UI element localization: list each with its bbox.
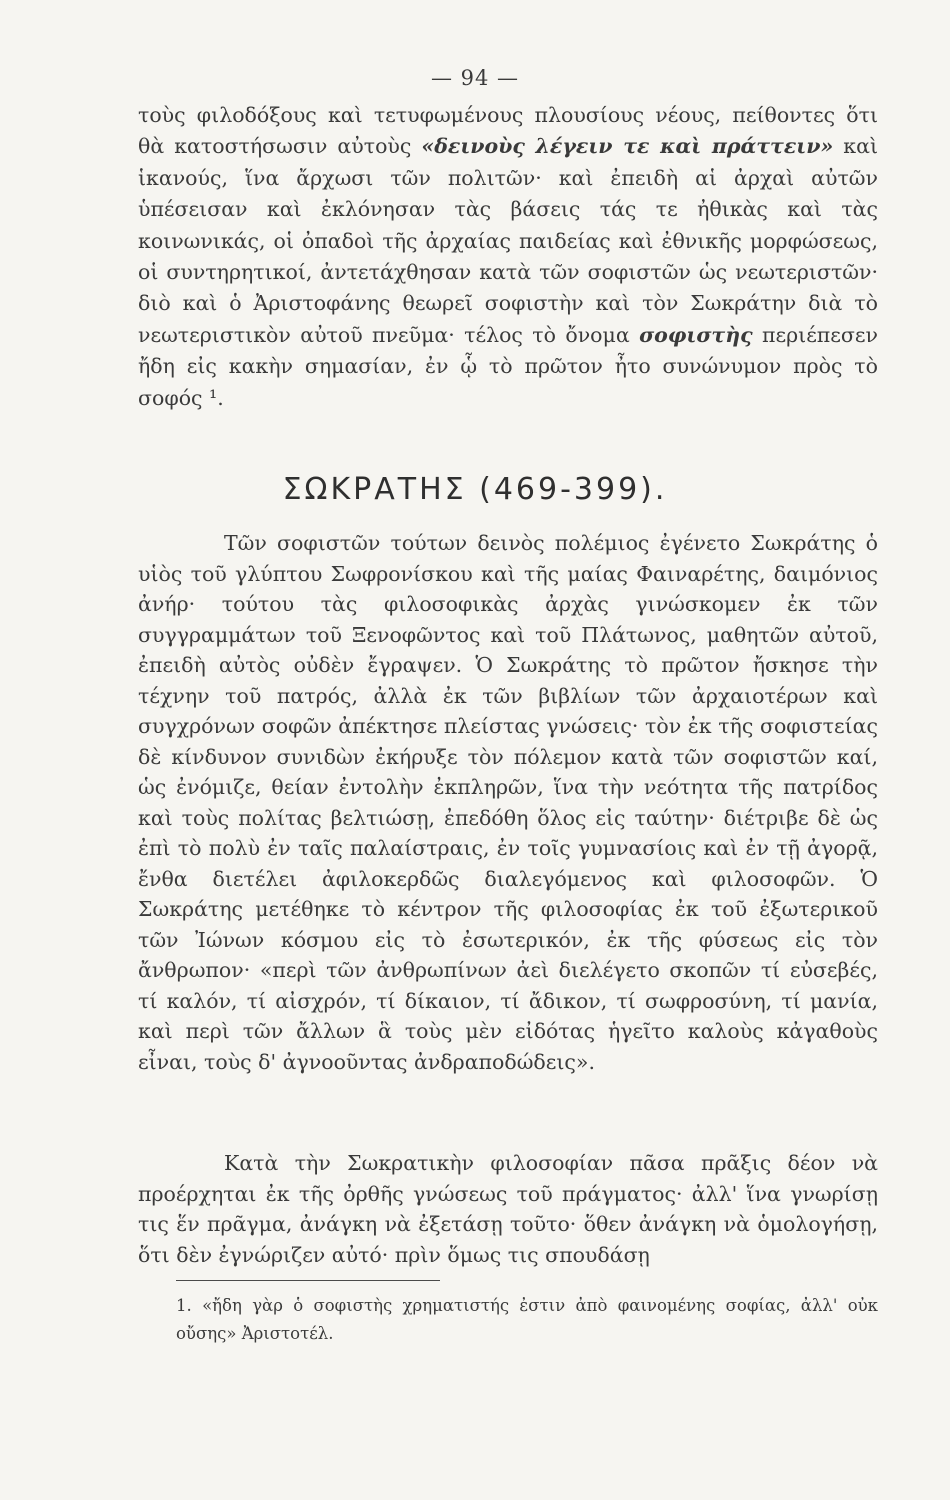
- paragraph-text: καὶ ἱκανούς, ἵνα ἄρχωσι τῶν πολιτῶν· καὶ ἐπειδὴ αἱ ἀρχαὶ αὐτῶν ὑπέσεισαν καὶ ἐκλόνησαν τὰς βάσεις τάς τε ἠθικὰς καὶ τὰς κοινωνικάς, οἱ ὀπαδοὶ τῆς ἀρχαίας παιδείας καὶ ἐθνικῆς μορφώσεως, οἱ συντηρητικοί, ἀντετάχθησαν κατὰ τῶν σοφιστῶν ὡς νεωτεριστῶν· διὸ καὶ ὁ Ἀριστοφάνης θεωρεῖ σοφιστὴν καὶ τὸν Σωκράτην διὰ τὸ νεωτεριστικὸν αὐτοῦ πνεῦμα· τέλος τὸ ὄνομα: [138, 134, 879, 347]
- paragraph-sophists: [138, 100, 878, 414]
- paragraph-text: τοὺς φιλοδόξους καὶ τετυφωμένους πλουσίους νέους, πείθοντες ὅτι θὰ κατοστήσωσιν αὐτοὺς: [138, 103, 878, 159]
- section-title: ΣΩΚΡΑΤΗΣ (469-399).: [282, 472, 668, 507]
- paragraph-text: περιέπεσεν ἤδη εἰς κακὴν σημασίαν, ἐν ᾧ τὸ πρῶτον ἦτο συνώνυμον πρὸς τὸ σοφός ¹.: [138, 322, 878, 410]
- page-number: — 94 —: [430, 66, 520, 90]
- quoted-phrase: «δεινοὺς λέγειν τε καὶ πράττειν»: [421, 134, 834, 159]
- paragraph-socrates: Τῶν σοφιστῶν τούτων δεινὸς πολέμιος ἐγένετο Σωκράτης ὁ υἱὸς τοῦ γλύπτου Σωφρονίσκου καὶ τῆς μαίας Φαιναρέτης, δαιμόνιος ἀνήρ· τούτου τὰς φιλοσοφικὰς ἀρχὰς γινώσκομεν ἐκ τῶν συγγραμμάτων τοῦ Ξενοφῶντος καὶ τοῦ Πλάτωνος, μαθητῶν αὐτοῦ, ἐπειδὴ αὐτὸς οὐδὲν ἔγραψεν. Ὁ Σωκράτης τὸ πρῶτον ἤσκησε τὴν τέχνην τοῦ πατρός, ἀλλὰ ἐκ τῶν βιβλίων τῶν ἀρχαιοτέρων καὶ συγχρόνων σοφῶν ἀπέκτησε πλείστας γνώσεις· τὸν ἐκ τῆς σοφιστείας δὲ κίνδυνον συνιδὼν ἐκήρυξε τὸν πόλεμον κατὰ τῶν σοφιστῶν καί, ὡς ἐνόμιζε, θείαν ἐντολὴν ἐκπληρῶν, ἵνα τὴν νεότητα τῆς πατρίδος καὶ τοὺς πολίτας βελτιώσῃ, ἐπεδόθη ὅλος εἰς ταύτην· διέτριβε δὲ ὡς ἐπὶ τὸ πολὺ ἐν ταῖς παλαίστραις, ἐν τοῖς γυμνασίοις καὶ ἐν τῇ ἀγορᾷ, ἔνθα διετέλει ἀφιλοκερδῶς διαλεγόμενος καὶ φιλοσοφῶν. Ὁ Σωκράτης μετέθηκε τὸ κέντρον τῆς φιλοσοφίας ἐκ τοῦ ἐξωτερικοῦ τῶν Ἰώνων κόσμου εἰς τὸ ἐσωτερικόν, ἐκ τῆς φύσεως εἰς τὸν ἄνθρωπον· «περὶ τῶν ἀνθρωπίνων ἀεὶ διελέγετο σκοπῶν τί εὐσεβές, τί καλόν, τί αἰσχρόν, τί δίκαιον, τί ἄδικον, τί σωφροσύνη, τί μανία, καὶ περὶ τῶν ἄλλων ἃ τοὺς μὲν εἰδότας ἡγεῖτο καλοὺς κἀγαθοὺς εἶναι, τοὺς δ' ἀγνοοῦντας ἀνδραποδώδεις».: [138, 531, 878, 1074]
- footnote-divider: [176, 1280, 440, 1281]
- emphasized-term: σοφιστὴς: [639, 322, 753, 347]
- footnote: 1. «ἤδη γὰρ ὁ σοφιστὴς χρηματιστής ἐστιν ἀπὸ φαινομένης σοφίας, ἀλλ' οὐκ οὔσης» Ἀριστοτέλ.: [176, 1296, 878, 1343]
- paragraph-socratic-philosophy: Κατὰ τὴν Σωκρατικὴν φιλοσοφίαν πᾶσα πρᾶξις δέον νὰ προέρχηται ἐκ τῆς ὀρθῆς γνώσεως τοῦ πράγματος· ἀλλ' ἵνα γνωρίσῃ τις ἕν πρᾶγμα, ἀνάγκη νὰ ἐξετάσῃ τοῦτο· ὅθεν ἀνάγκη νὰ ὁμολογήσῃ, ὅτι δὲν ἐγνώριζεν αὐτό· πρὶν ὅμως τις σπουδάσῃ: [138, 1151, 878, 1267]
